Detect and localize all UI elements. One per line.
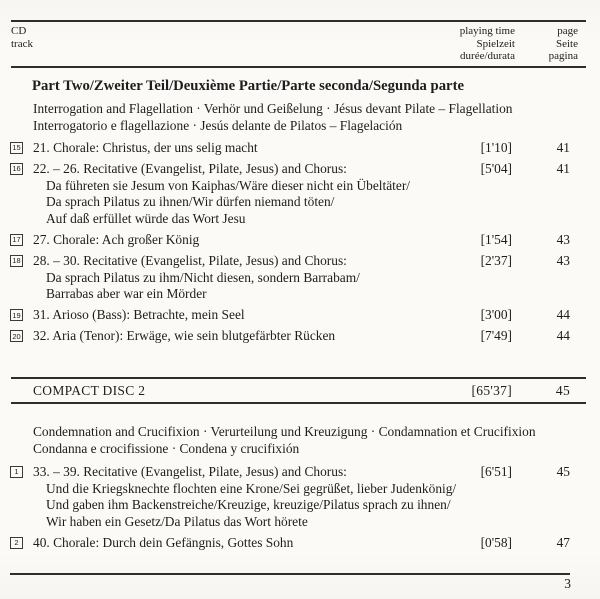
- header-track-column: [11, 25, 33, 50]
- track-title: 32. Aria (Tenor): Erwäge, wie sein blutgefärbter Rücken: [33, 328, 336, 344]
- track-time: [2'37]: [480, 253, 512, 269]
- section1-description-line2: Interrogatorio e flagellazione · Jesús delante de Pilatos – Flagelación: [33, 117, 403, 133]
- section2-description-line1: Condemnation and Crucifixion · Verurteilung und Kreuzigung · Condamnation et Crucifixion: [33, 424, 536, 439]
- header-page-label: page: [557, 25, 578, 37]
- disc1-track-list: [0, 140, 600, 350]
- track-title: 21. Chorale: Christus, der uns selig macht: [33, 140, 258, 155]
- header-cd-label: CD: [11, 25, 27, 37]
- track-title: 33. – 39. Recitative (Evangelist, Pilate, Jesus) and Chorus:: [33, 464, 347, 479]
- disc2-total-time: [65'37]: [471, 383, 512, 398]
- top-rule: [11, 20, 586, 22]
- track-number-badge: 18: [10, 255, 23, 267]
- track-number-badge: 2: [10, 537, 23, 549]
- header-time-column: [460, 25, 515, 63]
- header-page-column: [549, 25, 578, 63]
- track-subline: Da führeten sie Jesum von Kaiphas/Wäre dieser nicht ein Übeltäter/: [46, 177, 411, 193]
- track-entry: [0, 140, 600, 157]
- track-subline: Da sprach Pilatus zu ihm/Nicht diesen, sondern Barrabam/: [46, 269, 360, 285]
- track-time: [1'10]: [480, 140, 512, 155]
- track-time: [1'54]: [480, 231, 512, 247]
- track-subline: Und gaben ihm Backenstreiche/Kreuzige, kreuzige/Pilatus sprach zu ihnen/: [46, 497, 451, 513]
- track-title: 27. Chorale: Ach großer König: [33, 231, 200, 247]
- footer-rule: [10, 573, 570, 575]
- track-page: 41: [556, 140, 570, 155]
- track-title: 40. Chorale: Durch dein Gefängnis, Gottes Sohn: [33, 534, 294, 550]
- track-number-badge: 1: [10, 466, 23, 478]
- section2-description-line2: Condanna e crocifissione · Condena y crucifixión: [33, 440, 300, 456]
- track-page: 44: [556, 328, 570, 344]
- track-page: 43: [556, 253, 570, 269]
- track-page: 41: [556, 161, 570, 177]
- track-title: 22. – 26. Recitative (Evangelist, Pilate, Jesus) and Chorus:: [33, 161, 347, 177]
- section2-description: [33, 424, 536, 458]
- track-number-badge: 20: [10, 330, 23, 342]
- disc2-banner-label: COMPACT DISC 2: [33, 383, 146, 398]
- disc2-banner: [0, 383, 600, 400]
- track-entry: [0, 232, 600, 249]
- header-seite-label: Seite: [556, 37, 578, 50]
- header-duree-label: durée/durata: [460, 50, 515, 63]
- track-time: [3'00]: [480, 307, 512, 323]
- header-bottom-rule: [11, 66, 586, 68]
- page-number: 3: [564, 576, 571, 591]
- header-track-label: track: [11, 37, 33, 50]
- disc2-page: 45: [555, 383, 570, 398]
- header-spielzeit-label: Spielzeit: [476, 37, 515, 50]
- track-time: [7'49]: [480, 328, 512, 344]
- track-entry: [0, 464, 600, 530]
- section1-description-line1: Interrogation and Flagellation · Verhör und Geißelung · Jésus devant Pilate – Flagellation: [33, 101, 513, 116]
- header-pagina-label: pagina: [548, 50, 578, 63]
- track-title: 28. – 30. Recitative (Evangelist, Pilate, Jesus) and Chorus:: [33, 253, 347, 269]
- track-entry: [0, 161, 600, 227]
- header-playing-time-label: playing time: [459, 25, 515, 37]
- track-entry: [0, 253, 600, 303]
- track-page: 43: [556, 231, 570, 247]
- track-number-badge: 15: [10, 142, 23, 154]
- track-page: 45: [556, 464, 570, 479]
- track-subline: Wir haben ein Gesetz/Da Pilatus das Wort hörete: [46, 513, 308, 529]
- section1-description: [33, 101, 512, 135]
- track-subline: Auf daß erfüllet würde das Wort Jesu: [46, 210, 246, 226]
- track-subline: Und die Kriegsknechte flochten eine Krone/Sei gegrüßet, lieber Judenkönig/: [46, 480, 457, 496]
- track-number-badge: 17: [10, 234, 23, 246]
- track-entry: [0, 328, 600, 345]
- track-time: [6'51]: [480, 464, 512, 479]
- track-entry: [0, 535, 600, 552]
- track-title: 31. Arioso (Bass): Betrachte, mein Seel: [33, 307, 245, 323]
- track-time: [0'58]: [480, 534, 512, 550]
- track-number-badge: 16: [10, 163, 23, 175]
- disc2-track-list: [0, 464, 600, 556]
- disc2-banner-bottom-rule: [11, 402, 586, 404]
- track-page: 44: [556, 307, 570, 323]
- track-subline: Barrabas aber war ein Mörder: [46, 286, 207, 302]
- track-page: 47: [556, 534, 570, 550]
- disc2-banner-top-rule: [11, 377, 586, 379]
- part-heading: Part Two/Zweiter Teil/Deuxième Partie/Parte seconda/Segunda parte: [32, 78, 464, 94]
- track-entry: [0, 307, 600, 324]
- track-number-badge: 19: [10, 309, 23, 321]
- track-subline: Da sprach Pilatus zu ihnen/Wir dürfen niemand töten/: [46, 194, 335, 210]
- track-time: [5'04]: [480, 161, 512, 177]
